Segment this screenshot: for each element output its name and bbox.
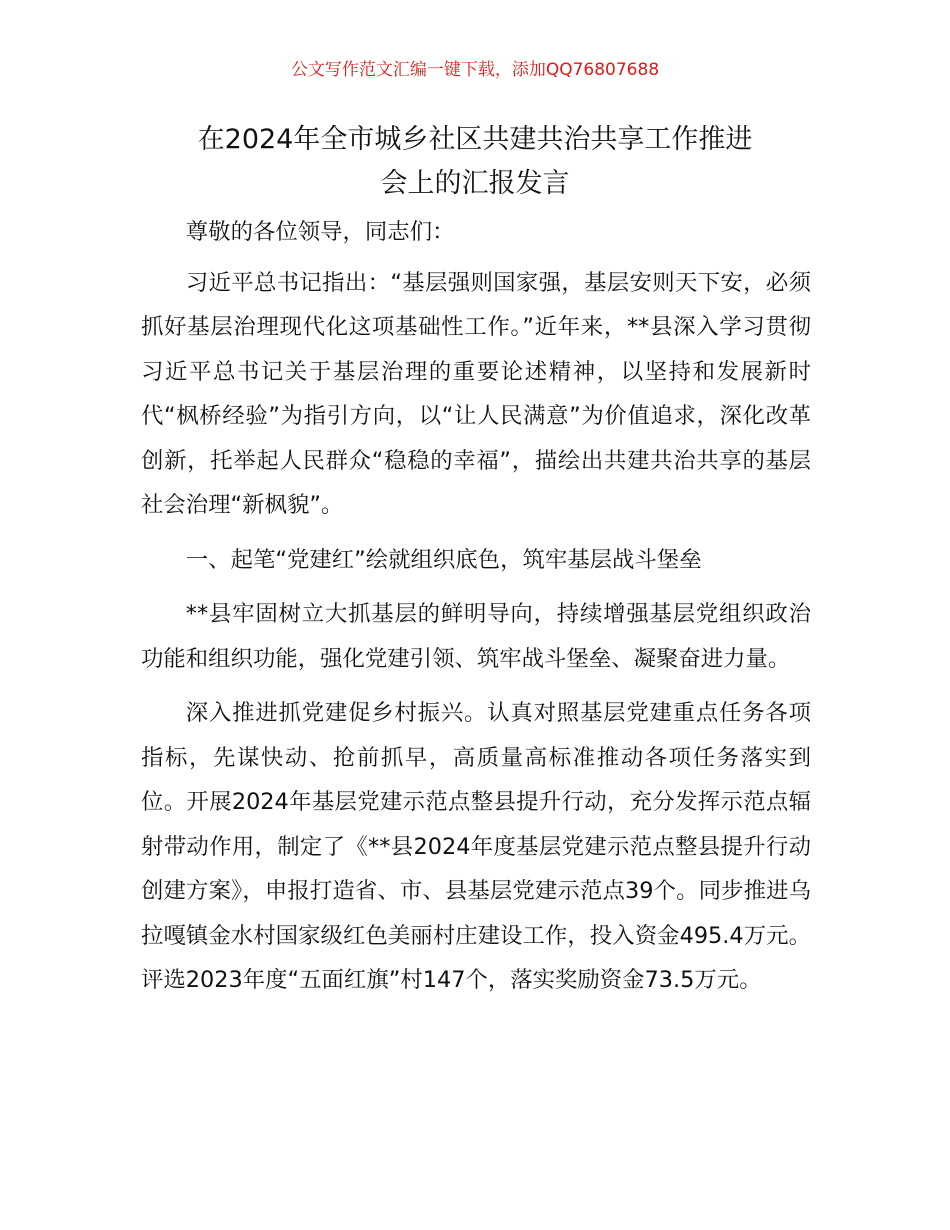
paragraph-intro: 习近平总书记指出：“基层强则国家强，基层安则天下安，必须抓好基层治理现代化这项基础性工作。”近年来，**县深入学习贯彻习近平总书记关于基层治理的重要论述精神，以坚持和发展新时代“枫桥经验”为指引方向，以“让人民满意”为价值追求，深化改革创新，托举起人民群众“稳稳的幸福”，描绘出共建共治共享的基层社会治理“新枫貌”。 (141, 269, 811, 518)
document-title (120, 118, 830, 206)
paragraph-party-building: **县牢固树立大抓基层的鲜明导向，持续增强基层党组织政治功能和组织功能，强化党建引领、筑牢战斗堡垒、凝聚奋进力量。 (141, 601, 811, 672)
salutation: 尊敬的各位领导，同志们： (185, 219, 455, 245)
paragraph-rural-revitalization: 深入推进抓党建促乡村振兴。认真对照基层党建重点任务各项指标，先谋快动、抢前抓早，高质量高标准推动各项任务落实到位。开展2024年基层党建示范点整县提升行动，充分发挥示范点辐射带动作用，制定了《**县2024年度基层党建示范点整县提升行动创建方案》，申报打造省、市、县基层党建示范点39个。同步推进乌拉嘎镇金水村国家级红色美丽村庄建设工作，投入资金495.4万元。评选2023年度“五面红旗”村147个，落实奖励资金73.5万元。 (141, 700, 811, 993)
document-body (141, 210, 811, 1013)
title-line-1: 在2024年全市城乡社区共建共治共享工作推进 (197, 124, 753, 155)
title-line-2: 会上的汇报发言 (380, 168, 570, 199)
section-heading-1: 一、起笔“党建红”绘就组织底色，筑牢基层战斗堡垒 (185, 546, 702, 573)
download-banner: 公文写作范文汇编一键下载，添加QQ76807688 (290, 60, 660, 80)
